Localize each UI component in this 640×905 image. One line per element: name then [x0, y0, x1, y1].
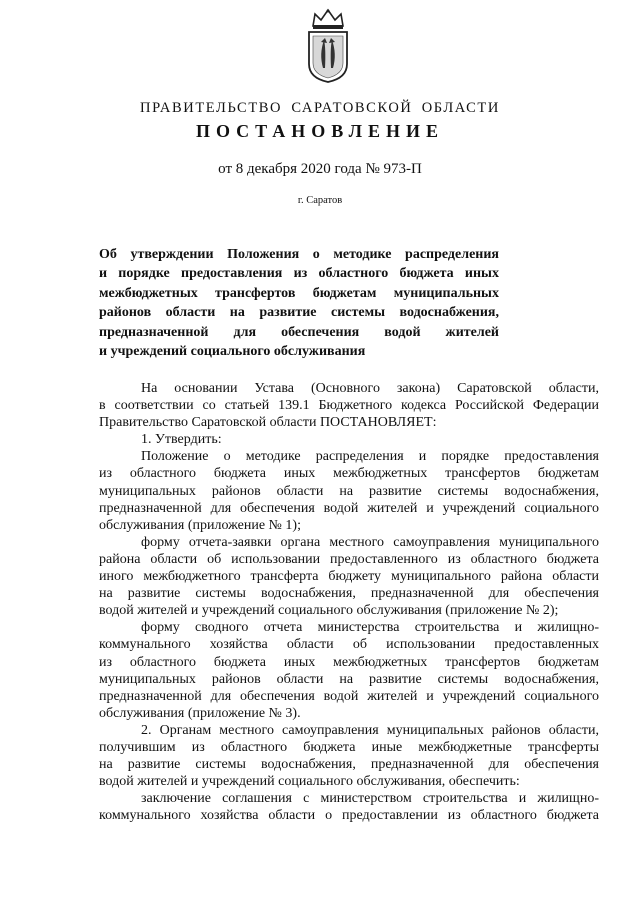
body-line: муниципальных районов области на развитие системы водоснабжения, [99, 483, 599, 499]
document-city: г. Саратов [297, 195, 343, 206]
saratov-coat-of-arms-icon [301, 8, 355, 84]
body-line: получившим из областного бюджета иные межбюджетные трансферты [99, 739, 599, 755]
body-line: в соответствии со статьей 139.1 Бюджетного кодекса Российской Федерации [99, 398, 599, 414]
body-line: района области об использовании предоставленного из областного бюджета [99, 551, 599, 567]
document-type: ПОСТАНОВЛЕНИЕ [195, 121, 445, 141]
body-line: форму сводного отчета министерства строительства и жилищно- [141, 620, 599, 636]
subject-line: районов области на развитие системы водоснабжения, [99, 305, 499, 321]
subject-line: Об утверждении Положения о методике распределения [99, 247, 499, 262]
document-body [99, 380, 599, 824]
body-line: иного межбюджетного трансферта бюджету муниципального района области [99, 569, 599, 585]
body-line: коммунального хозяйства области об использовании предоставленных [99, 637, 599, 653]
body-line: водой жителей и учреждений социального обслуживания (приложение № 2); [99, 603, 559, 619]
body-line: 2. Органам местного самоуправления муниципальных районов области, [141, 722, 599, 738]
body-line: предназначенной для обеспечения водой жителей и учреждений социального [99, 500, 599, 516]
body-line: из областного бюджета иных межбюджетных трансфертов бюджетам [99, 654, 599, 670]
body-line: обслуживания (приложение № 3). [99, 705, 301, 721]
body-line: на развитие системы водоснабжения, предназначенной для обеспечения [99, 586, 599, 602]
subject-line: и порядке предоставления из областного бюджета иных [99, 266, 499, 282]
body-line: муниципальных районов области на развитие системы водоснабжения, [99, 671, 599, 687]
body-line: Правительство Саратовской области ПОСТАНОВЛЯЕТ: [99, 415, 437, 431]
body-line: коммунального хозяйства области о предоставлении из областного бюджета [99, 808, 599, 824]
document-date-number: от 8 декабря 2020 года № 973-П [218, 161, 422, 177]
body-line: обслуживания (приложение № 1); [99, 517, 301, 533]
body-line: из областного бюджета иных межбюджетных трансфертов бюджетам [99, 466, 599, 482]
body-line: 1. Утвердить: [141, 432, 222, 448]
body-line: на развитие системы водоснабжения, предназначенной для обеспечения [99, 757, 599, 773]
body-line: На основании Устава (Основного закона) Саратовской области, [141, 381, 599, 396]
government-name: ПРАВИТЕЛЬСТВО САРАТОВСКОЙ ОБЛАСТИ [140, 100, 500, 116]
body-line: заключение соглашения с министерством строительства и жилищно- [141, 791, 599, 807]
body-line: Положение о методике распределения и порядке предоставления [141, 449, 599, 465]
body-line: водой жителей и учреждений социального обслуживания, обеспечить: [99, 774, 520, 790]
subject-line: предназначенной для обеспечения водой жителей [99, 324, 499, 340]
body-line: форму отчета-заявки органа местного самоуправления муниципального [141, 534, 599, 550]
subject-line: межбюджетных трансфертов бюджетам муниципальных [99, 285, 499, 301]
body-line: предназначенной для обеспечения водой жителей и учреждений социального [99, 688, 599, 704]
document-subject [99, 245, 499, 361]
subject-line: и учреждений социального обслуживания [99, 343, 366, 359]
